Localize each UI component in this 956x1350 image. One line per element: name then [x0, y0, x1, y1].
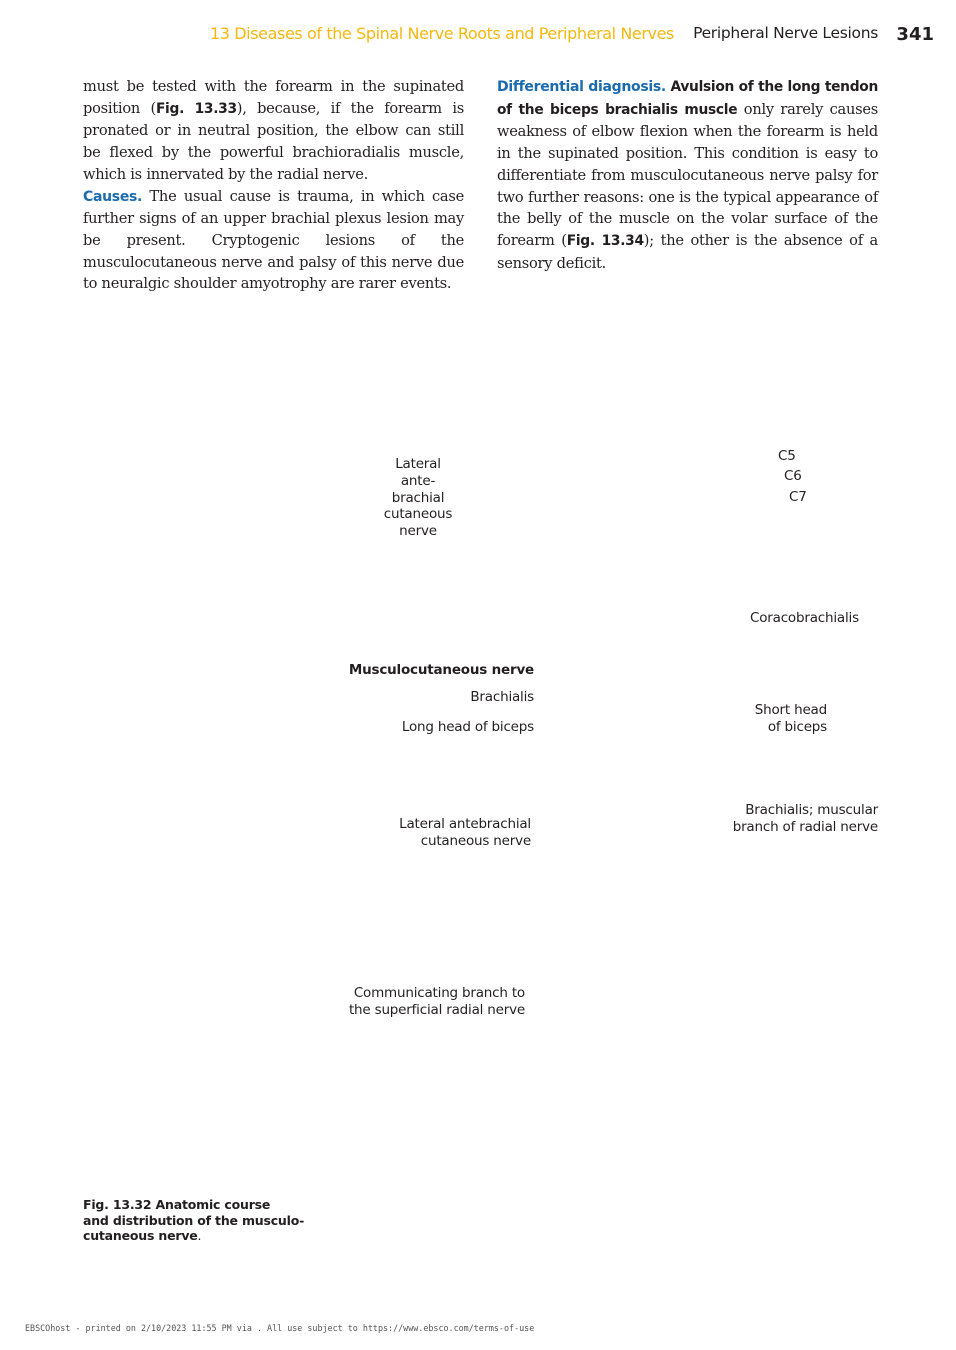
label-line: Lateral antebrachial: [399, 816, 531, 832]
paragraph-text: ), because, if the forearm is pronated or in neutral position, the elbow can still be flexed by the powerful brachioradialis muscle, which is innervated by the radial nerve.: [83, 99, 464, 183]
bold-phrase: Avulsion of the long tendon of the biceps brachialis muscle: [497, 79, 878, 118]
paragraph-text: must be tested with the forearm in the supinated position (: [83, 78, 464, 117]
caption-line: [83, 1213, 313, 1229]
label-line: Short head: [754, 702, 827, 718]
paragraph-text: only rarely causes weakness of elbow flexion when the forearm is held in the supinated position. This condition is easy to differentiate from musculocutaneous nerve palsy for two further reasons: one is the typical appearance of the belly of the muscle on the volar surface of the forearm (: [497, 100, 879, 249]
label-c7: C7: [789, 489, 807, 505]
label-line: branch of radial nerve: [732, 818, 878, 835]
paragraph-differential-diagnosis: [497, 76, 878, 274]
running-header: [0, 24, 956, 50]
caption-text: and distribution of the musculo-: [83, 1212, 305, 1228]
label-line: Communicating branch to: [353, 985, 525, 1001]
label-line: the superficial radial nerve: [348, 1001, 525, 1018]
label-short-head-biceps: [703, 702, 827, 736]
label-coracobrachialis: Coracobrachialis: [750, 610, 859, 626]
section-title: Peripheral Nerve Lesions: [693, 24, 878, 42]
page-number: 341: [896, 24, 934, 45]
chapter-title: 13 Diseases of the Spinal Nerve Roots and Peripheral Nerves: [210, 24, 674, 43]
figure-reference: Fig. 13.33: [155, 100, 237, 117]
label-line: Brachialis; muscular: [745, 802, 878, 818]
paragraph-text: The usual cause is trauma, in which case further signs of an upper brachial plexus lesion may be present. Cryptogenic lesions of the musculocutaneous nerve and palsy of this nerve due to neuralgic shoulder amyotrophy are rarer events.: [83, 187, 464, 293]
label-lateral-antebrachial-cutaneous: [343, 816, 531, 850]
label-line: brachial: [391, 489, 445, 506]
label-musculocutaneous-nerve: Musculocutaneous nerve: [348, 662, 534, 678]
label-line: of biceps: [767, 718, 827, 735]
run-in-heading-causes: Causes.: [83, 188, 143, 205]
caption-text: Fig. 13.32 Anatomic course: [83, 1197, 271, 1212]
label-line: cutaneous: [383, 506, 453, 523]
label-line: nerve: [399, 523, 437, 540]
label-lateral-antebrachial-upper: [378, 456, 458, 540]
paragraph-text: ); the other is the absence of a sensory deficit.: [497, 231, 879, 272]
caption-line: [83, 1197, 313, 1213]
caption-text: .: [197, 1228, 202, 1244]
right-text-column: [497, 76, 878, 274]
label-communicating-branch: [313, 985, 525, 1019]
left-text-column: [83, 76, 464, 295]
label-line: ante-: [400, 472, 436, 489]
paragraph-elbow-testing: [83, 76, 464, 186]
label-c5: C5: [778, 448, 796, 464]
print-footer: EBSCOhost - printed on 2/10/2023 11:55 PM via . All use subject to https://www.ebsco.com/terms-of-use: [25, 1323, 535, 1333]
paragraph-causes: [83, 186, 464, 296]
caption-line: [83, 1228, 313, 1244]
label-c6: C6: [784, 468, 802, 484]
label-line: cutaneous nerve: [420, 832, 531, 849]
caption-text: cutaneous nerve: [83, 1228, 198, 1244]
label-long-head-biceps: Long head of biceps: [401, 719, 534, 735]
figure-caption: [83, 1197, 313, 1244]
label-brachialis: Brachialis: [470, 689, 534, 705]
figure-reference: Fig. 13.34: [566, 232, 644, 249]
label-brachialis-muscular-branch: [708, 802, 878, 836]
run-in-heading-differential: Differential diagnosis.: [497, 79, 666, 95]
anatomy-figure: [83, 300, 883, 1200]
label-line: Lateral: [395, 456, 441, 472]
